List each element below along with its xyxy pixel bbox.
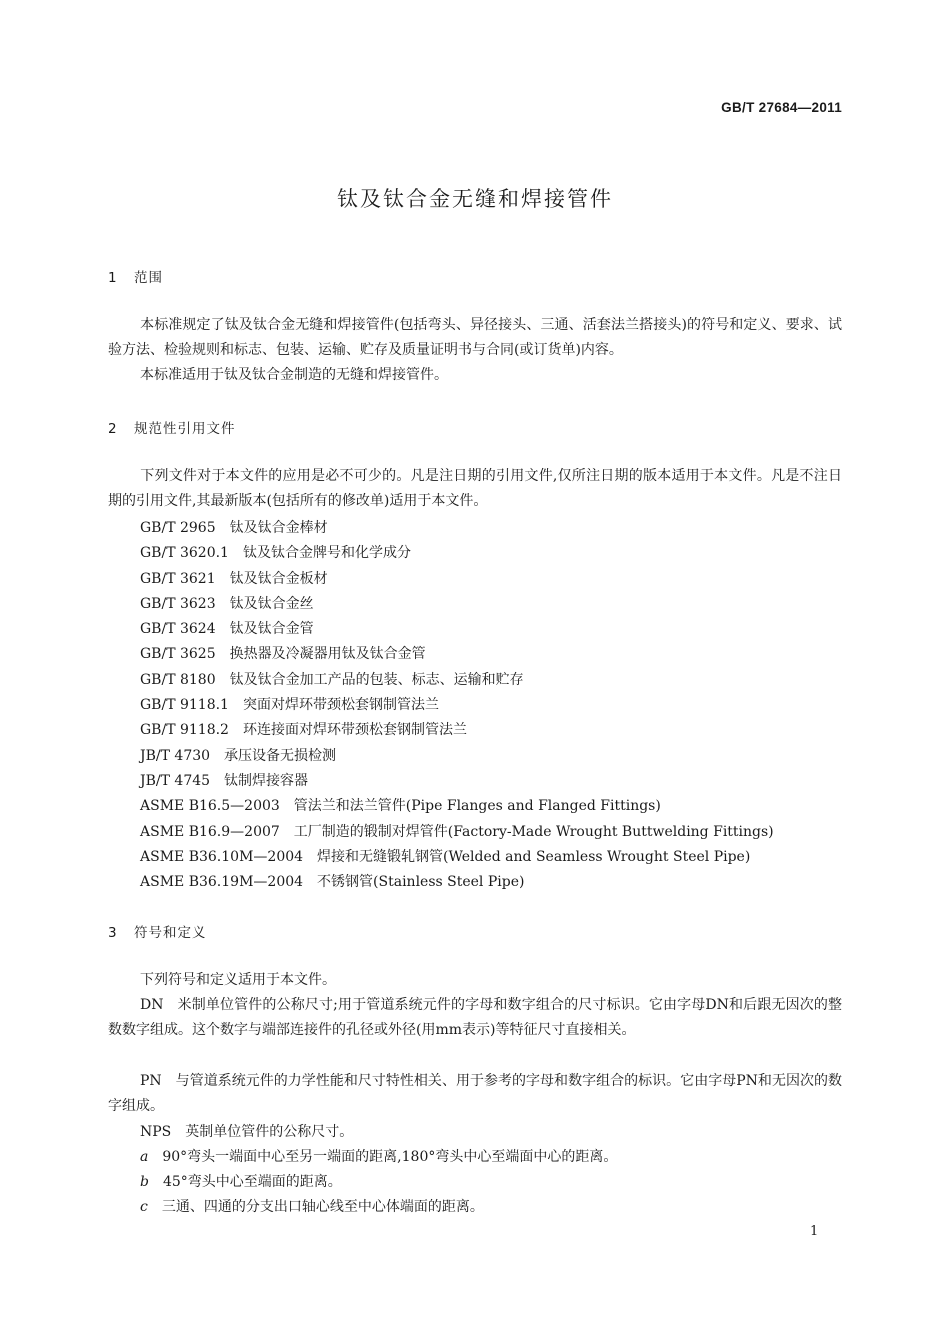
section-1-text-2: 本标准适用于钛及钛合金制造的无缝和焊接管件。 [140, 367, 448, 383]
reference-code: GB/T 9118.2 [140, 722, 229, 739]
symbol-dn: DN [140, 997, 164, 1013]
reference-item [140, 794, 774, 819]
section-2-text-1: 下列文件对于本文件的应用是必不可少的。凡是注日期的引用文件,仅所注日期的版本适用于本文件。凡是不注日期的引用文件,其最新版本(包括所有的修改单)适用于本文件。 [108, 468, 842, 509]
reference-item [140, 642, 774, 667]
section-1-paragraph-1 [108, 313, 842, 363]
reference-title: 钛及钛合金棒材 [229, 520, 328, 536]
section-1-number: 1 [108, 270, 118, 286]
reference-title: 工厂制造的锻制对焊管件(Factory-Made Wrought Buttwelding Fittings) [293, 823, 774, 840]
reference-title: 钛及钛合金加工产品的包装、标志、运输和贮存 [229, 671, 524, 688]
reference-code: GB/T 3623 [140, 595, 216, 612]
reference-code: GB/T 3621 [140, 570, 216, 587]
definition-dn [108, 993, 842, 1043]
section-3-title: 符号和定义 [134, 925, 207, 941]
definition-c [140, 1195, 484, 1220]
reference-code: ASME B36.19M—2004 [140, 874, 304, 891]
reference-title: 管法兰和法兰管件(Pipe Flanges and Flanged Fittings) [293, 798, 661, 815]
reference-code: GB/T 9118.1 [140, 697, 229, 714]
symbol-c: c [140, 1199, 148, 1215]
reference-title: 不锈钢管(Stainless Steel Pipe) [317, 874, 525, 891]
reference-title: 突面对焊环带颈松套钢制管法兰 [242, 697, 439, 714]
reference-title: 钛及钛合金板材 [229, 570, 328, 587]
normative-references-list [140, 516, 774, 895]
document-title: 钛及钛合金无缝和焊接管件 [337, 187, 613, 211]
reference-item [140, 516, 774, 541]
symbol-b: b [140, 1174, 149, 1190]
reference-title: 钛制焊接容器 [224, 772, 309, 789]
definition-pn-text: 与管道系统元件的力学性能和尺寸特性相关、用于参考的字母和数字组合的标识。它由字母PN和无因次的数字组成。 [108, 1073, 842, 1114]
reference-item [140, 744, 774, 769]
reference-item [140, 617, 774, 642]
section-2-number: 2 [108, 421, 118, 437]
definition-b [140, 1170, 342, 1195]
reference-title: 换热器及冷凝器用钛及钛合金管 [229, 646, 426, 663]
reference-item [140, 592, 774, 617]
section-1-title: 范围 [134, 270, 163, 286]
section-2-title: 规范性引用文件 [134, 421, 236, 437]
reference-code: GB/T 8180 [140, 671, 216, 688]
reference-code: ASME B36.10M—2004 [140, 848, 304, 865]
symbol-nps: NPS [140, 1124, 172, 1140]
reference-code: GB/T 3620.1 [140, 545, 229, 562]
section-2-paragraph-1 [108, 464, 842, 514]
reference-item [140, 718, 774, 743]
reference-code: GB/T 2965 [140, 520, 216, 536]
reference-title: 焊接和无缝锻轧钢管(Welded and Seamless Wrought Steel Pipe) [317, 848, 751, 865]
reference-title: 钛及钛合金丝 [229, 595, 314, 612]
definition-b-text: 45°弯头中心至端面的距离。 [162, 1174, 342, 1190]
reference-item [140, 567, 774, 592]
definition-pn [108, 1069, 842, 1119]
definition-a [140, 1145, 617, 1170]
reference-item [140, 870, 774, 895]
reference-title: 钛及钛合金牌号和化学成分 [242, 545, 411, 562]
definition-nps [140, 1120, 353, 1145]
reference-title: 钛及钛合金管 [229, 621, 314, 638]
reference-code: ASME B16.9—2007 [140, 823, 280, 840]
reference-code: ASME B16.5—2003 [140, 798, 280, 815]
definition-nps-text: 英制单位管件的公称尺寸。 [185, 1124, 354, 1140]
section-1-heading [108, 266, 163, 286]
section-1-paragraph-2 [108, 363, 842, 388]
reference-item [140, 769, 774, 794]
reference-item [140, 668, 774, 693]
reference-item [140, 820, 774, 845]
section-3-intro: 下列符号和定义适用于本文件。 [140, 972, 336, 988]
reference-title: 环连接面对焊环带颈松套钢制管法兰 [242, 722, 467, 739]
reference-item [140, 845, 774, 870]
section-3-heading [108, 921, 207, 941]
definition-dn-text: 米制单位管件的公称尺寸;用于管道系统元件的字母和数字组合的尺寸标识。它由字母DN和后跟无因次的整数数字组成。这个数字与端部连接件的孔径或外径(用mm表示)等特征尺寸直接相关。 [108, 997, 842, 1038]
reference-item [140, 541, 774, 566]
section-2-heading [108, 417, 236, 437]
reference-title: 承压设备无损检测 [224, 747, 337, 764]
reference-code: GB/T 3625 [140, 646, 216, 663]
definition-a-text: 90°弯头一端面中心至另一端面的距离,180°弯头中心至端面中心的距离。 [162, 1149, 618, 1165]
reference-code: JB/T 4745 [140, 772, 211, 789]
reference-code: JB/T 4730 [140, 747, 211, 764]
symbol-a: a [140, 1149, 149, 1165]
section-3-number: 3 [108, 925, 118, 941]
page-number: 1 [810, 1224, 819, 1239]
standard-code: GB/T 27684—2011 [721, 100, 842, 115]
definition-c-text: 三通、四通的分支出口轴心线至中心体端面的距离。 [161, 1199, 484, 1215]
symbol-pn: PN [140, 1073, 162, 1089]
section-1-text-1: 本标准规定了钛及钛合金无缝和焊接管件(包括弯头、异径接头、三通、活套法兰搭接头)的符号和定义、要求、试验方法、检验规则和标志、包装、运输、贮存及质量证明书与合同(或订货单)内容。 [108, 317, 842, 358]
reference-code: GB/T 3624 [140, 621, 216, 638]
reference-item [140, 693, 774, 718]
